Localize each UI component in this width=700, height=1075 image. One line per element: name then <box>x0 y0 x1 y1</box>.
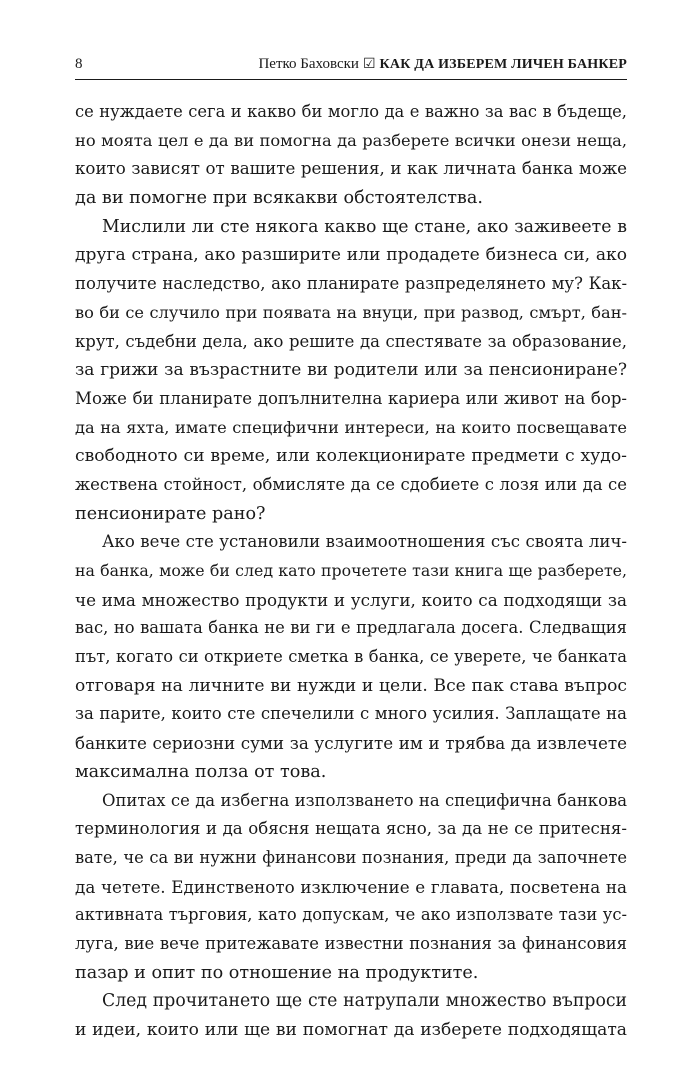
text-line: друга страна, ако разширите или продадете бизнеса си, ако <box>75 245 627 266</box>
text-line: луга, вие вече притежавате известни познания за финансовия <box>75 933 627 953</box>
text-line: но моята цел е да ви помогна да разберете всички онези неща, <box>75 130 627 150</box>
text-line: пенсионирате рано? <box>75 503 266 524</box>
book-title: КАК ДА ИЗБЕРЕМ ЛИЧЕН БАНКЕР <box>379 57 627 72</box>
text-line: получите наследство, ако планирате разпределянето му? Как- <box>75 274 627 294</box>
paragraph-1 <box>75 98 627 213</box>
text-line: терминология и да обясня нещата ясно, за да не се притесня- <box>75 819 627 839</box>
text-line: крут, съдебни дела, ако решите да спестявате за образование, <box>75 331 627 351</box>
text-line: вате, че са ви нужни финансови познания, преди да започнете <box>75 847 627 867</box>
text-line: за грижи за възрастните ви родители или за пенсиониране? <box>75 360 627 381</box>
text-line: во би се случило при появата на внуци, при развод, смърт, бан- <box>75 302 627 322</box>
text-line: за парите, които сте спечелили с много усилия. Заплащате на <box>75 704 627 724</box>
text-line: активната търговия, като допускам, че ако използвате тази ус- <box>75 905 627 925</box>
text-line: пазар и опит по отношение на продуктите. <box>75 962 479 983</box>
paragraph-2 <box>75 213 627 529</box>
text-line: да ви помогне при всякакви обстоятелства. <box>75 188 483 209</box>
text-line: вас, но вашата банка не ви ги е предлагала досега. Следващия <box>75 618 627 638</box>
text-line: да четете. Единственото изключение е главата, посветена на <box>75 876 627 897</box>
checkbox-icon: ☑ <box>362 57 376 72</box>
paragraph-4 <box>75 787 627 988</box>
text-line: банките сериозни суми за услугите им и трябва да извлечете <box>75 733 627 754</box>
running-title <box>258 56 627 73</box>
text-line: да на яхта, имате специфични интереси, на които посвещавате <box>75 417 627 437</box>
text-line: максимална полза от това. <box>75 761 327 782</box>
page-number: 8 <box>75 56 83 72</box>
text-line: свободното си време, или колекционирате предмети с худо- <box>75 446 627 467</box>
text-line: които зависят от вашите решения, и как личната банка може <box>75 159 627 179</box>
text-line: Опитах се да избегна използването на специфична банкова <box>102 790 627 810</box>
text-line: на банка, може би след като прочетете тази книга ще разберете, <box>75 561 627 580</box>
text-line: жествена стойност, обмисляте да се сдобиете с лозя или да се <box>75 474 627 494</box>
text-line: и идеи, които или ще ви помогнат да изберете подходящата <box>75 1020 627 1040</box>
text-line: че има множество продукти и услуги, които са подходящи за <box>75 589 627 610</box>
text-line: След прочитането ще сте натрупали множество въпроси <box>102 991 627 1012</box>
text-line: път, когато си откриете сметка в банка, се уверете, че банката <box>75 647 627 667</box>
body-text <box>75 98 627 1045</box>
paragraph-5 <box>75 987 627 1044</box>
author-name: Петко Баховски <box>258 56 359 72</box>
text-line: се нуждаете сега и какво би могло да е важно за вас в бъдеще, <box>75 102 627 121</box>
running-header <box>75 55 627 80</box>
text-line: отговаря на личните ви нужди и цели. Все пак става въпрос <box>75 675 627 696</box>
text-line: Мислили ли сте някога какво ще стане, ако заживеете в <box>102 216 627 237</box>
text-line: Ако вече сте установили взаимоотношения със своята лич- <box>102 532 627 552</box>
paragraph-3 <box>75 528 627 786</box>
text-line: Може би планирате допълнителна кариера или живот на бор- <box>75 388 627 408</box>
